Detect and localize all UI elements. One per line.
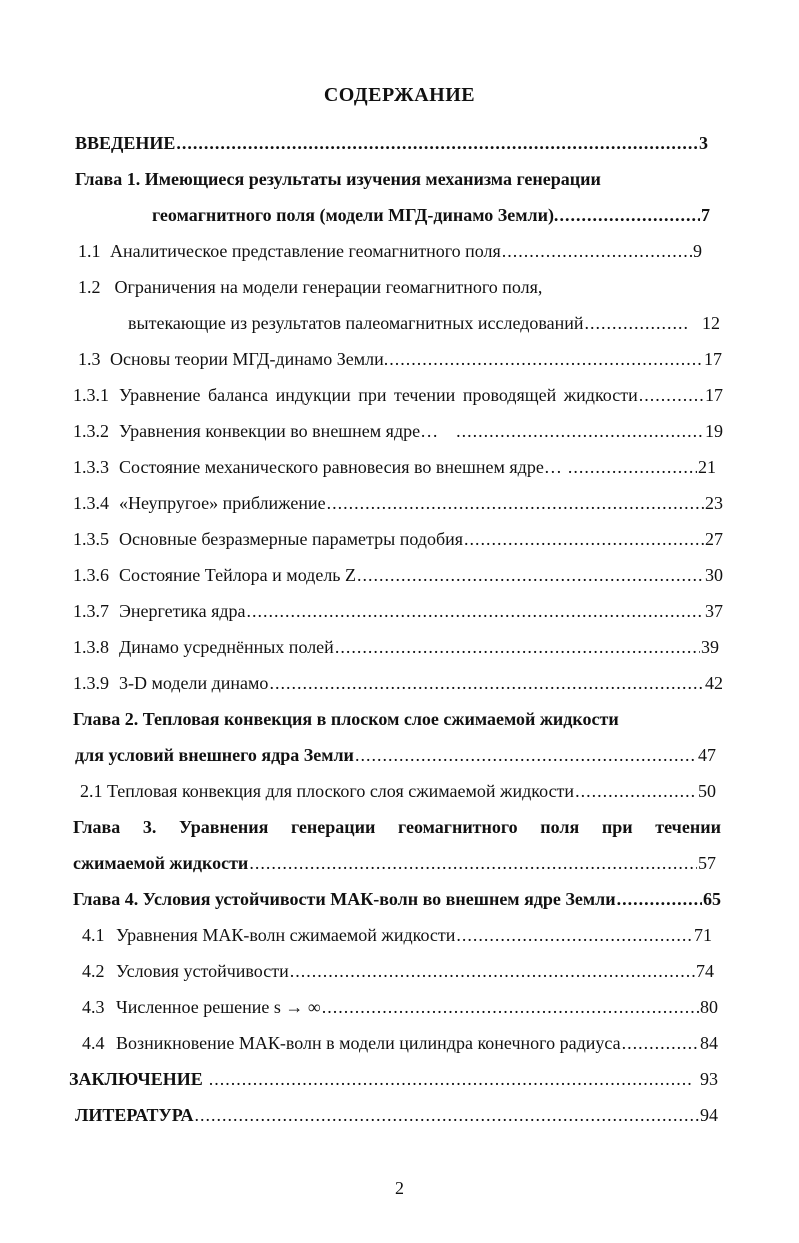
dot-leader bbox=[247, 599, 704, 623]
dot-leader bbox=[639, 383, 704, 407]
dot-leader bbox=[335, 635, 700, 659]
toc-entry-number: 4.3 bbox=[82, 997, 105, 1017]
page-title: СОДЕРЖАНИЕ bbox=[323, 84, 476, 106]
toc-entry-conclusion bbox=[69, 1067, 718, 1091]
dot-leader bbox=[568, 455, 697, 479]
toc-entry-text: ЗАКЛЮЧЕНИЕ bbox=[69, 1069, 203, 1089]
toc-entry-page: 39 bbox=[701, 637, 719, 657]
toc-entry-1-3-1 bbox=[73, 383, 723, 407]
toc-entry-number: 1.3.6 bbox=[73, 565, 109, 585]
word: поля bbox=[540, 817, 580, 837]
toc-entry-number: 1.3.2 bbox=[73, 421, 109, 441]
toc-entry-4-2 bbox=[82, 959, 714, 983]
toc-entry-text: геомагнитного поля (модели МГД-динамо Земли). bbox=[152, 205, 559, 225]
toc-entry-number: 1.3.1 bbox=[73, 385, 109, 405]
word: при bbox=[601, 817, 633, 837]
toc-entry-number: 1.3.8 bbox=[73, 637, 109, 657]
toc-entry-1-2 bbox=[128, 311, 720, 335]
toc-entry-page: 12 bbox=[702, 313, 720, 333]
dot-leader bbox=[269, 671, 704, 695]
dot-leader bbox=[209, 1067, 693, 1091]
dot-leader bbox=[176, 131, 698, 155]
toc-entry-text: Ограничения на модели генерации геомагнитного поля, bbox=[114, 277, 543, 297]
toc-chapter-3-line1 bbox=[73, 815, 721, 839]
dot-leader bbox=[622, 1031, 699, 1055]
toc-entry-page: 7 bbox=[701, 205, 710, 225]
dot-leader bbox=[585, 311, 690, 335]
toc-entry-text: Глава 4. Условия устойчивости МАК-волн во внешнем ядре Земли bbox=[73, 889, 616, 909]
toc-entry-page: 37 bbox=[705, 601, 723, 621]
toc-entry-page: 19 bbox=[705, 421, 723, 441]
toc-entry-page: 47 bbox=[698, 745, 716, 765]
toc-entry-text: Уравнения МАК-волн сжимаемой жидкости bbox=[116, 925, 456, 945]
toc-entry-number: 1.3.9 bbox=[73, 673, 109, 693]
toc-entry-1-3-2 bbox=[73, 419, 723, 443]
word: 3. bbox=[142, 817, 157, 837]
toc-entry-page: 80 bbox=[700, 997, 718, 1017]
toc-entry-number: 1.3 bbox=[78, 349, 101, 369]
dot-leader bbox=[355, 743, 697, 767]
toc-entry-page: 27 bbox=[705, 529, 723, 549]
toc-entry-text: для условий внешнего ядра Земли bbox=[75, 745, 354, 765]
toc-entry-4-1 bbox=[82, 923, 712, 947]
dot-leader bbox=[464, 527, 704, 551]
toc-entry-references bbox=[75, 1103, 718, 1127]
word: Уравнения bbox=[179, 817, 269, 837]
word: генерации bbox=[290, 817, 376, 837]
word: геомагнитного bbox=[398, 817, 518, 837]
toc-entry-page: 21 bbox=[698, 457, 716, 477]
toc-entry-text: сжимаемой жидкости bbox=[73, 853, 249, 873]
toc-entry-text: Основные безразмерные параметры подобия bbox=[119, 529, 464, 549]
toc-entry-page: 3 bbox=[699, 133, 708, 153]
word: Глава bbox=[73, 817, 121, 837]
toc-entry-ch4 bbox=[73, 887, 721, 911]
dot-leader bbox=[357, 563, 704, 587]
toc-entry-4-3 bbox=[82, 995, 718, 1019]
dot-leader bbox=[456, 923, 693, 947]
toc-entry-2-1 bbox=[80, 779, 716, 803]
toc-entry-1-1 bbox=[78, 239, 702, 263]
toc-chapter-2-line1: Глава 2. Тепловая конвекция в плоском слое сжимаемой жидкости bbox=[73, 709, 619, 729]
toc-entry-1-3-5 bbox=[73, 527, 723, 551]
toc-entry-text: Численное решение s → ∞ bbox=[116, 997, 321, 1017]
toc-entry-text: «Неупругое» приближение bbox=[119, 493, 326, 513]
toc-entry-text: Динамо усреднённых полей bbox=[119, 637, 334, 657]
dot-leader bbox=[290, 959, 695, 983]
dot-leader bbox=[617, 887, 702, 911]
page-number: 2 bbox=[395, 1178, 404, 1198]
toc-entry-1-3-4 bbox=[73, 491, 723, 515]
toc-entry-page: 65 bbox=[703, 889, 721, 909]
toc-entry-number: 1.3.7 bbox=[73, 601, 109, 621]
toc-entry-number: 1.3.4 bbox=[73, 493, 109, 513]
toc-entry-page: 94 bbox=[700, 1105, 718, 1125]
toc-entry-ch3 bbox=[73, 851, 716, 875]
toc-entry-text: ЛИТЕРАТУРА bbox=[75, 1105, 194, 1125]
toc-entry-1-3-8 bbox=[73, 635, 719, 659]
toc-entry-text: Аналитическое представление геомагнитного поля bbox=[110, 241, 501, 261]
toc-entry-text: Уравнение баланса индукции при течении проводящей жидкости bbox=[119, 385, 638, 405]
toc-entry-text: Состояние механического равновесия во внешнем ядре… bbox=[119, 457, 562, 477]
dot-leader bbox=[575, 779, 697, 803]
toc-entry-page: 71 bbox=[694, 925, 712, 945]
toc-entry-number: 1.3.3 bbox=[73, 457, 109, 477]
toc-entry-text: 2.1 Тепловая конвекция для плоского слоя сжимаемой жидкости bbox=[80, 781, 575, 801]
toc-entry-number: 4.4 bbox=[82, 1033, 105, 1053]
toc-entry-1-3-3 bbox=[73, 455, 716, 479]
toc-entry-1-2-line1 bbox=[78, 275, 542, 299]
toc-entry-1-3-6 bbox=[73, 563, 723, 587]
toc-entry-text: Энергетика ядра bbox=[119, 601, 246, 621]
toc-entry-page: 30 bbox=[705, 565, 723, 585]
word: течении bbox=[655, 817, 721, 837]
dot-leader bbox=[502, 239, 692, 263]
toc-entry-number: 1.1 bbox=[78, 241, 101, 261]
dot-leader bbox=[322, 995, 699, 1019]
dot-leader bbox=[559, 203, 700, 227]
toc-entry-ch1 bbox=[152, 203, 710, 227]
toc-entry-page: 17 bbox=[705, 385, 723, 405]
toc-entry-number: 4.2 bbox=[82, 961, 105, 981]
toc-entry-text: Условия устойчивости bbox=[116, 961, 289, 981]
toc-entry-number: 1.2 bbox=[78, 277, 101, 297]
toc-entry-number: 4.1 bbox=[82, 925, 105, 945]
toc-entry-page: 23 bbox=[705, 493, 723, 513]
toc-chapter-1-line1: Глава 1. Имеющиеся результаты изучения механизма генерации bbox=[75, 169, 601, 189]
toc-entry-1-3-7 bbox=[73, 599, 723, 623]
toc-entry-page: 74 bbox=[696, 961, 714, 981]
dot-leader bbox=[389, 347, 703, 371]
toc-entry-4-4 bbox=[82, 1031, 718, 1055]
toc-entry-text: Уравнения конвекции во внешнем ядре… bbox=[119, 421, 439, 441]
toc-entry-page: 42 bbox=[705, 673, 723, 693]
toc-entry-page: 93 bbox=[700, 1069, 718, 1089]
toc-entry-text: Основы теории МГД-динамо Земли. bbox=[110, 349, 389, 369]
toc-entry-number: 1.3.5 bbox=[73, 529, 109, 549]
dot-leader bbox=[249, 851, 697, 875]
toc-entry-text: Состояние Тейлора и модель Z bbox=[119, 565, 357, 585]
toc-entry-text: Возникновение МАК-волн в модели цилиндра конечного радиуса bbox=[116, 1033, 621, 1053]
toc-entry-page: 57 bbox=[698, 853, 716, 873]
dot-leader bbox=[456, 419, 704, 443]
toc-entry-1-3-9 bbox=[73, 671, 723, 695]
toc-entry-page: 17 bbox=[704, 349, 722, 369]
toc-entry-text: вытекающие из результатов палеомагнитных исследований bbox=[128, 313, 584, 333]
toc-entry-page: 84 bbox=[700, 1033, 718, 1053]
dot-leader bbox=[194, 1103, 699, 1127]
toc-entry-intro bbox=[75, 131, 708, 155]
toc-entry-text: 3-D модели динамо bbox=[119, 673, 269, 693]
toc-entry-text: ВВЕДЕНИЕ bbox=[75, 133, 176, 153]
toc-entry-page: 9 bbox=[693, 241, 702, 261]
toc-entry-1-3 bbox=[78, 347, 722, 371]
toc-entry-page: 50 bbox=[698, 781, 716, 801]
dot-leader bbox=[327, 491, 704, 515]
toc-entry-ch2 bbox=[75, 743, 716, 767]
